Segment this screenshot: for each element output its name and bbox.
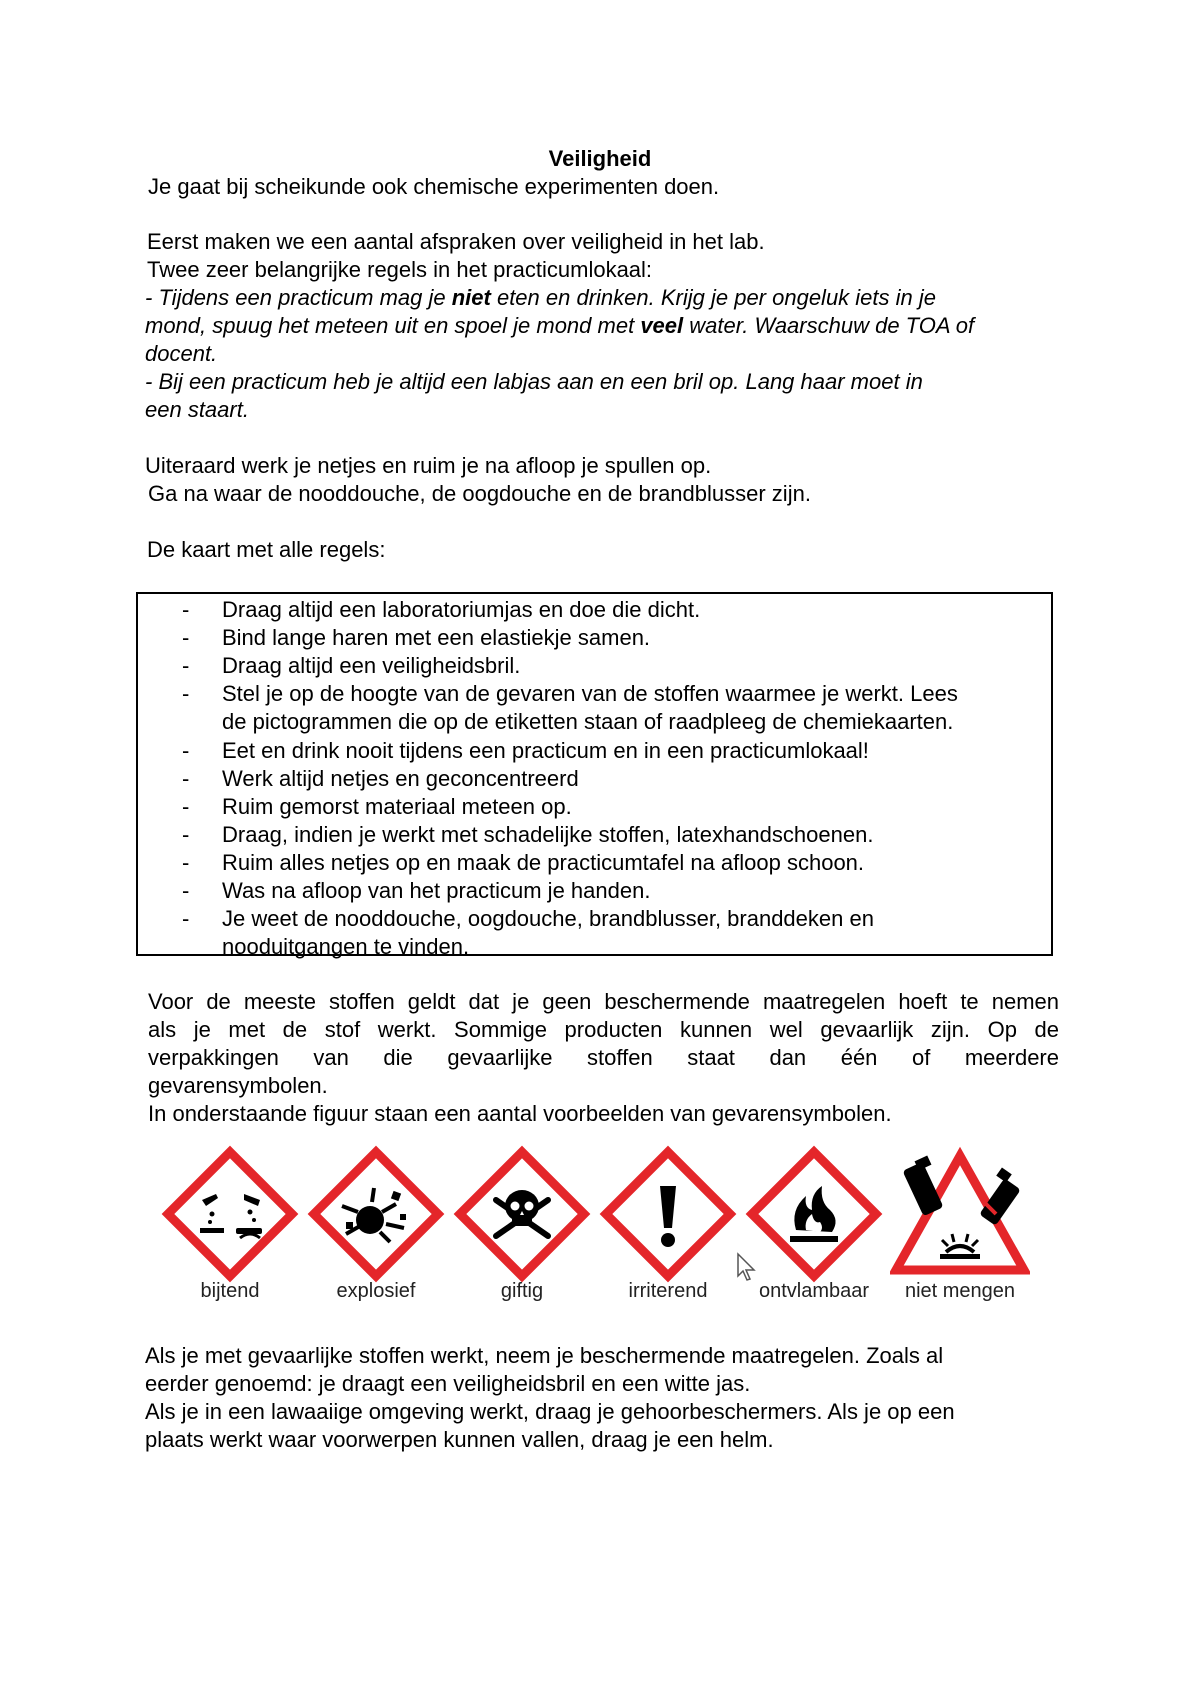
rules-card-dash: -: [182, 849, 190, 875]
flame-icon: [744, 1144, 884, 1284]
rule-2-line-2: een staart.: [145, 397, 249, 422]
rule-1-line-1: [145, 284, 936, 312]
rule-1-text-e: water. Waarschuw de TOA of: [683, 313, 975, 338]
rules-card-dash: -: [182, 821, 190, 847]
rules-card-item-text: Ruim alles netjes op en maak de practicumtafel na afloop schoon.: [222, 849, 865, 875]
rules-card-item-text: Draag, indien je werkt met schadelijke stoffen, latexhandschoenen.: [222, 821, 874, 847]
paragraph-3-line: Voor de meeste stoffen geldt dat je geen beschermende maatregelen hoeft te nemen: [148, 989, 1059, 1014]
do-not-mix-icon: [890, 1144, 1030, 1284]
paragraph-3-last-line: In onderstaande figuur staan een aantal voorbeelden van gevarensymbolen.: [148, 1101, 892, 1126]
card-intro: De kaart met alle regels:: [147, 537, 386, 562]
paragraph-1-line-1: Eerst maken we een aantal afspraken over veiligheid in het lab.: [147, 229, 765, 254]
explosive-icon: [306, 1144, 446, 1284]
exclamation-icon: [598, 1144, 738, 1284]
page-title: Veiligheid: [548, 146, 652, 171]
paragraph-2-line-2: Ga na waar de nooddouche, de oogdouche en de brandblusser zijn.: [148, 481, 811, 506]
rule-1-line-2: [145, 312, 974, 340]
rules-card-item-text: nooduitgangen te vinden.: [222, 934, 470, 960]
rules-card-item-text: Werk altijd netjes en geconcentreerd: [222, 765, 579, 791]
rule-1-line-3: docent.: [145, 341, 218, 366]
hazard-symbol-label: giftig: [500, 1280, 544, 1302]
paragraph-4-line: Als je in een lawaaiige omgeving werkt, draag je gehoorbeschermers. Als je op een: [145, 1399, 955, 1424]
paragraph-3-line: als je met de stof werkt. Sommige producten kunnen wel gevaarlijk zijn. Op de: [148, 1017, 1059, 1042]
hazard-symbol-label: niet mengen: [904, 1280, 1016, 1302]
rules-card-item-text: Stel je op de hoogte van de gevaren van de stoffen waarmee je werkt. Lees: [222, 681, 958, 707]
paragraph-4-line: plaats werkt waar voorwerpen kunnen vallen, draag je een helm.: [145, 1427, 774, 1452]
intro-text: Je gaat bij scheikunde ook chemische experimenten doen.: [148, 174, 720, 199]
hazard-symbol-label: bijtend: [200, 1280, 260, 1302]
rules-card-item-text: Bind lange haren met een elastiekje samen.: [222, 625, 651, 651]
rules-card-dash: -: [182, 653, 190, 679]
rules-card-dash: -: [182, 597, 190, 622]
rules-card-dash: -: [182, 737, 190, 763]
mouse-cursor-icon: [736, 1252, 758, 1282]
rule-1-bold-veel: veel: [640, 313, 684, 338]
paragraph-1-line-2: Twee zeer belangrijke regels in het practicumlokaal:: [147, 257, 653, 282]
rules-card-item-text: de pictogrammen die op de etiketten staan of raadpleeg de chemiekaarten.: [222, 709, 954, 735]
rules-card-item-text: Draag altijd een laboratoriumjas en doe die dicht.: [222, 597, 701, 622]
rules-card-item-text: Ruim gemorst materiaal meteen op.: [222, 793, 572, 819]
paragraph-2-line-1: Uiteraard werk je netjes en ruim je na afloop je spullen op.: [145, 453, 712, 478]
hazard-symbol-label: irriterend: [628, 1280, 708, 1302]
paragraph-4-line: Als je met gevaarlijke stoffen werkt, neem je beschermende maatregelen. Zoals al: [145, 1343, 944, 1368]
rule-2-line-1: - Bij een practicum heb je altijd een labjas aan en een bril op. Lang haar moet in: [145, 369, 923, 394]
skull-icon: [452, 1144, 592, 1284]
rules-card-item-text: Was na afloop van het practicum je handen.: [222, 878, 651, 903]
hazard-symbol-label: explosief: [336, 1280, 416, 1302]
paragraph-3-line: gevarensymbolen.: [148, 1073, 328, 1098]
rule-1-text-c: eten en drinken. Krijg je per ongeluk iets in je: [490, 285, 936, 310]
rule-1-text-d: mond, spuug het meteen uit en spoel je mond met: [145, 313, 641, 338]
rule-1-text-a: - Tijdens een practicum mag je: [145, 285, 452, 310]
rules-card-dash: -: [182, 793, 190, 819]
hazard-symbol-label: ontvlambaar: [758, 1280, 870, 1302]
rules-card-dash: -: [182, 906, 190, 932]
rules-card-item-text: Je weet de nooddouche, oogdouche, brandblusser, branddeken en: [222, 906, 874, 932]
rules-card-dash: -: [182, 681, 190, 707]
corrosive-icon: [160, 1144, 300, 1284]
paragraph-4-line: eerder genoemd: je draagt een veiligheidsbril en een witte jas.: [145, 1371, 751, 1396]
paragraph-3-line: verpakkingen van die gevaarlijke stoffen staat dan één of meerdere: [148, 1045, 1059, 1070]
rules-card-dash: -: [182, 878, 190, 903]
rules-card: [136, 592, 1053, 960]
rules-card-dash: -: [182, 765, 190, 791]
rules-card-dash: -: [182, 625, 190, 651]
rule-1-bold-niet: niet: [451, 285, 491, 310]
rules-card-item-text: Eet en drink nooit tijdens een practicum en in een practicumlokaal!: [222, 737, 869, 763]
rules-card-item-text: Draag altijd een veiligheidsbril.: [222, 653, 521, 679]
